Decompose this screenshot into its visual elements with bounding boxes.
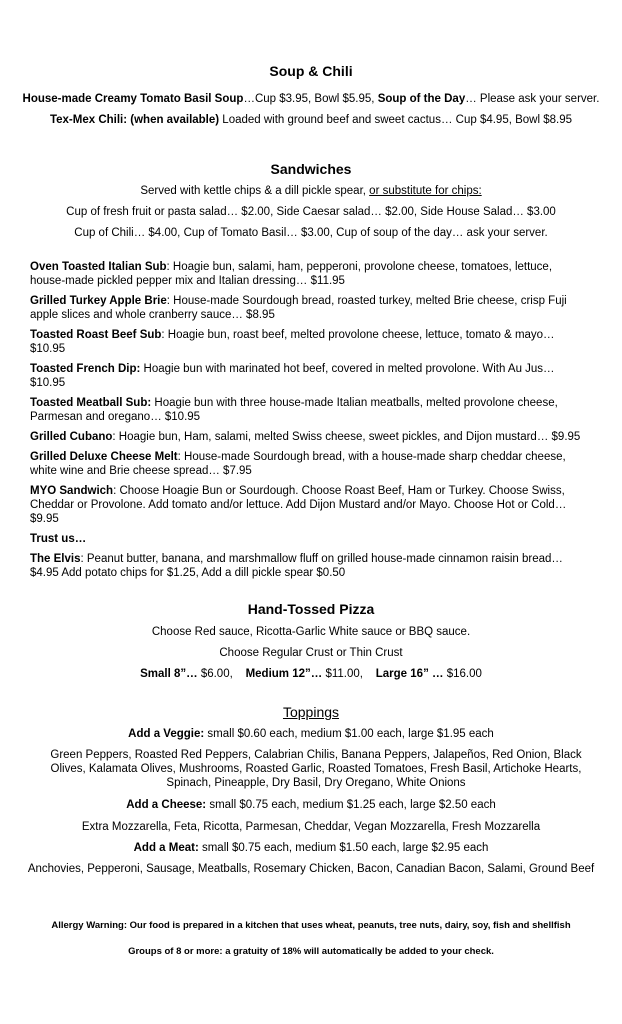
sandwich-name: Toasted Meatball Sub: <box>30 397 152 409</box>
sandwiches-intro <box>0 184 622 198</box>
sandwich-name: The Elvis <box>30 553 81 565</box>
pizza-sauce: Choose Red sauce, Ricotta-Garlic White sauce or BBQ sauce. <box>151 626 471 638</box>
chili-name: Tex-Mex Chili: (when available) <box>49 114 220 126</box>
pizza-sizes <box>0 667 622 681</box>
gratuity-note: Groups of 8 or more: a gratuity of 18% will automatically be added to your check. <box>128 946 494 957</box>
sandwiches-section-title: Sandwiches <box>270 161 352 177</box>
sandwich-name: Oven Toasted Italian Sub <box>30 261 167 273</box>
soup-section-title: Soup & Chili <box>269 63 353 79</box>
sandwich-desc: : Peanut butter, banana, and marshmallow fluff on grilled house-made cinnamon raisin bread… $4.95 Add potato chips for $1.25, Add a dill pickle spear $0.50 <box>30 553 563 579</box>
meat-list: Anchovies, Pepperoni, Sausage, Meatballs, Rosemary Chicken, Bacon, Canadian Bacon, Salami, Ground Beef <box>27 863 595 875</box>
sandwich-name: Toasted French Dip: <box>30 363 141 375</box>
sandwich-item <box>30 294 588 322</box>
sandwich-item <box>30 260 588 288</box>
sandwich-desc: : House-made Sourdough bread, with a house-made sharp cheddar cheese, white wine and Brie cheese spread… $7.95 <box>30 451 566 477</box>
soup-of-day-note: … Please ask your server. <box>465 93 600 105</box>
sandwich-item <box>30 396 588 424</box>
veggie-price: small $0.60 each, medium $1.00 each, large $1.95 each <box>204 728 494 740</box>
sandwich-desc: : Hoagie bun, salami, ham, pepperoni, provolone cheese, tomatoes, lettuce, house-made pickled pepper mix and Italian dressing… $11.95 <box>30 261 553 287</box>
size-medium-price: $11.00, <box>322 668 363 680</box>
sandwich-item <box>30 450 588 478</box>
allergy-warning: Allergy Warning: Our food is prepared in a kitchen that uses wheat, peanuts, tree nuts, dairy, soy, fish and shellfish <box>51 920 571 931</box>
sandwich-desc: : Hoagie bun, roast beef, melted provolone cheese, lettuce, tomato & mayo… $10.95 <box>30 329 555 355</box>
sandwich-item <box>30 484 588 526</box>
sandwich-item <box>30 328 588 356</box>
cheese-price: small $0.75 each, medium $1.25 each, large $2.50 each <box>206 799 496 811</box>
pizza-crust: Choose Regular Crust or Thin Crust <box>219 647 403 659</box>
size-large-label: Large 16” … <box>375 668 444 680</box>
chili-desc: Loaded with ground beef and sweet cactus… Cup $4.95, Bowl $8.95 <box>219 114 573 126</box>
cheese-list: Extra Mozzarella, Feta, Ricotta, Parmesan, Cheddar, Vegan Mozzarella, Fresh Mozzarella <box>81 821 541 833</box>
size-small-price: $6.00, <box>197 668 233 680</box>
cheese-label: Add a Cheese: <box>126 799 207 811</box>
soup-line-2 <box>0 113 622 127</box>
size-medium-label: Medium 12”… <box>245 668 323 680</box>
meat-row <box>0 841 622 855</box>
sandwich-item <box>30 362 588 390</box>
cheese-row <box>0 798 622 812</box>
sandwich-name: Grilled Cubano <box>30 431 113 443</box>
toppings-title: Toppings <box>282 704 340 720</box>
tomato-soup-name: House-made Creamy Tomato Basil Soup <box>22 93 244 105</box>
sandwich-name: Grilled Deluxe Cheese Melt <box>30 451 178 463</box>
sandwiches-intro-text: Served with kettle chips & a dill pickle spear, <box>140 185 370 197</box>
sandwich-desc: : House-made Sourdough bread, roasted turkey, melted Brie cheese, crisp Fuji apple slices and whole cranberry sauce… $8.95 <box>30 295 567 321</box>
sandwich-item <box>30 552 588 580</box>
soup-line-1 <box>0 92 622 106</box>
sandwich-item <box>30 430 588 444</box>
sandwich-name: Trust us… <box>30 533 87 545</box>
size-small-label: Small 8”… <box>140 668 198 680</box>
tomato-soup-prices: …Cup $3.95, Bowl $5.95, <box>243 93 378 105</box>
veggie-list: Green Peppers, Roasted Red Peppers, Calabrian Chilis, Banana Peppers, Jalapeños, Red Onion, Black Olives, Kalamata Olives, Mushrooms, Roasted Garlic, Roasted Tomatoes, Fresh Basil, Artichoke Hearts, Spinach, Pineapple, Dry Basil, Dry Oregano, White Onions <box>50 749 582 789</box>
size-large-price: $16.00 <box>443 668 482 680</box>
sandwiches-sub-2: Cup of Chili… $4.00, Cup of Tomato Basil… $3.00, Cup of soup of the day… ask your server. <box>74 227 548 239</box>
sandwich-name: Toasted Roast Beef Sub <box>30 329 162 341</box>
sandwich-desc: : Choose Hoagie Bun or Sourdough. Choose Roast Beef, Ham or Turkey. Choose Swiss, Cheddar or Provolone. Add tomato and/or lettuce. Add Dijon Mustard and/or Mayo. Choose Hot or Cold… $9.95 <box>30 485 567 525</box>
veggie-label: Add a Veggie: <box>128 728 205 740</box>
sandwich-desc: Hoagie bun with marinated hot beef, covered in melted provolone. With Au Jus… $10.95 <box>30 363 555 389</box>
meat-price: small $0.75 each, medium $1.50 each, large $2.95 each <box>198 842 489 854</box>
soup-of-day-name: Soup of the Day <box>377 93 466 105</box>
veggie-row <box>0 727 622 741</box>
sandwich-item <box>30 532 588 546</box>
meat-label: Add a Meat: <box>133 842 199 854</box>
sandwich-name: MYO Sandwich <box>30 485 114 497</box>
pizza-section-title: Hand-Tossed Pizza <box>247 601 375 617</box>
sandwiches-sub-1: Cup of fresh fruit or pasta salad… $2.00, Side Caesar salad… $2.00, Side House Salad… $3.00 <box>66 206 556 218</box>
sandwich-list <box>30 260 588 586</box>
sandwich-desc: Hoagie bun with three house-made Italian meatballs, melted provolone cheese, Parmesan and oregano… $10.95 <box>30 397 558 423</box>
sandwich-name: Grilled Turkey Apple Brie <box>30 295 167 307</box>
sandwiches-intro-sub: or substitute for chips: <box>369 185 482 197</box>
sandwich-desc: : Hoagie bun, Ham, salami, melted Swiss cheese, sweet pickles, and Dijon mustard… $9.95 <box>112 431 581 443</box>
